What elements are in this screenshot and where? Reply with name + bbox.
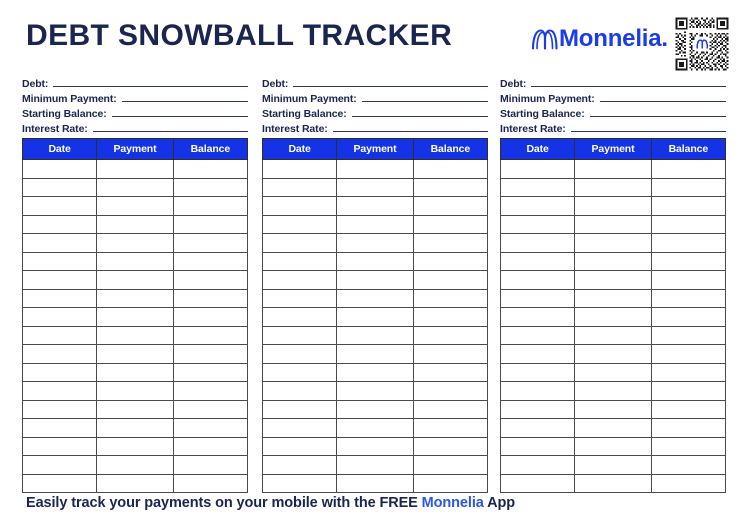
table-cell-balance[interactable] <box>651 289 725 308</box>
table-cell-balance[interactable] <box>651 437 725 456</box>
table-header-row <box>501 139 726 160</box>
table-row <box>501 363 726 382</box>
table-cell-balance[interactable] <box>173 419 247 438</box>
table-cell-date[interactable] <box>501 215 575 234</box>
table-cell-date[interactable] <box>23 400 97 419</box>
table-cell-date[interactable] <box>263 345 337 364</box>
table-row <box>23 178 248 197</box>
table-cell-balance[interactable] <box>651 308 725 327</box>
table-row <box>23 437 248 456</box>
table-cell-payment[interactable] <box>575 197 652 216</box>
table-cell-balance[interactable] <box>413 474 487 493</box>
table-cell-balance[interactable] <box>413 215 487 234</box>
table-cell-date[interactable] <box>263 197 337 216</box>
table-cell-payment[interactable] <box>97 400 174 419</box>
table-cell-payment[interactable] <box>575 160 652 179</box>
table-cell-payment[interactable] <box>97 474 174 493</box>
table-row <box>23 252 248 271</box>
starting-balance-input-1[interactable] <box>112 105 248 117</box>
table-cell-payment[interactable] <box>337 215 414 234</box>
field-label-interest-rate: Interest Rate: <box>262 123 328 135</box>
table-cell-payment[interactable] <box>575 437 652 456</box>
table-row <box>263 345 488 364</box>
table-cell-date[interactable] <box>501 252 575 271</box>
table-cell-payment[interactable] <box>575 456 652 475</box>
table-cell-payment[interactable] <box>97 215 174 234</box>
field-label-minimum-payment: Minimum Payment: <box>262 93 357 105</box>
field-row-minimum-payment <box>22 90 248 104</box>
table-cell-balance[interactable] <box>173 252 247 271</box>
table-cell-payment[interactable] <box>337 363 414 382</box>
table-row <box>23 234 248 253</box>
table-row <box>263 289 488 308</box>
table-cell-date[interactable] <box>23 289 97 308</box>
payment-table-1 <box>22 138 248 493</box>
minimum-payment-input-1[interactable] <box>122 90 248 102</box>
field-row-starting-balance <box>500 105 726 119</box>
table-cell-payment[interactable] <box>337 474 414 493</box>
table-cell-balance[interactable] <box>173 474 247 493</box>
table-row <box>23 419 248 438</box>
table-cell-date[interactable] <box>23 437 97 456</box>
table-cell-date[interactable] <box>23 234 97 253</box>
table-cell-date[interactable] <box>263 160 337 179</box>
table-cell-balance[interactable] <box>173 382 247 401</box>
interest-rate-input-3[interactable] <box>571 120 726 132</box>
table-row <box>23 289 248 308</box>
table-cell-payment[interactable] <box>575 474 652 493</box>
table-cell-balance[interactable] <box>173 197 247 216</box>
table-cell-date[interactable] <box>23 419 97 438</box>
monnelia-m-icon <box>531 28 558 50</box>
table-cell-balance[interactable] <box>413 382 487 401</box>
field-row-interest-rate <box>500 120 726 134</box>
table-cell-payment[interactable] <box>337 345 414 364</box>
table-row <box>263 326 488 345</box>
interest-rate-input-2[interactable] <box>333 120 488 132</box>
table-cell-payment[interactable] <box>97 345 174 364</box>
field-row-starting-balance <box>22 105 248 119</box>
table-cell-balance[interactable] <box>651 234 725 253</box>
debt-input-3[interactable] <box>531 75 726 87</box>
table-cell-balance[interactable] <box>173 308 247 327</box>
table-cell-payment[interactable] <box>97 197 174 216</box>
table-cell-balance[interactable] <box>413 252 487 271</box>
table-cell-date[interactable] <box>23 271 97 290</box>
table-cell-date[interactable] <box>23 382 97 401</box>
column-header-payment: Payment <box>575 139 652 160</box>
table-cell-date[interactable] <box>23 326 97 345</box>
table-cell-balance[interactable] <box>173 437 247 456</box>
table-row <box>501 289 726 308</box>
table-cell-date[interactable] <box>263 400 337 419</box>
payment-table-3 <box>500 138 726 493</box>
table-cell-balance[interactable] <box>173 160 247 179</box>
table-cell-payment[interactable] <box>575 400 652 419</box>
interest-rate-input-1[interactable] <box>93 120 248 132</box>
table-cell-date[interactable] <box>23 252 97 271</box>
table-cell-balance[interactable] <box>413 160 487 179</box>
table-cell-payment[interactable] <box>337 326 414 345</box>
table-cell-balance[interactable] <box>173 400 247 419</box>
table-row <box>23 160 248 179</box>
table-cell-balance[interactable] <box>651 160 725 179</box>
table-cell-balance[interactable] <box>651 178 725 197</box>
table-cell-payment[interactable] <box>97 382 174 401</box>
table-row <box>23 308 248 327</box>
table-row <box>23 197 248 216</box>
column-header-balance: Balance <box>413 139 487 160</box>
table-row <box>23 326 248 345</box>
table-row <box>501 197 726 216</box>
table-row <box>501 400 726 419</box>
table-row <box>263 419 488 438</box>
table-cell-balance[interactable] <box>413 400 487 419</box>
table-row <box>501 271 726 290</box>
minimum-payment-input-2[interactable] <box>362 90 488 102</box>
table-row <box>501 419 726 438</box>
table-cell-balance[interactable] <box>651 456 725 475</box>
debt-info-fields-2 <box>262 72 488 138</box>
debt-column-2 <box>262 72 488 493</box>
table-row <box>23 382 248 401</box>
table-cell-date[interactable] <box>23 197 97 216</box>
table-cell-balance[interactable] <box>651 197 725 216</box>
table-cell-balance[interactable] <box>413 178 487 197</box>
table-cell-date[interactable] <box>501 382 575 401</box>
page-title: DEBT SNOWBALL TRACKER <box>26 19 453 52</box>
table-cell-date[interactable] <box>501 308 575 327</box>
table-cell-payment[interactable] <box>337 308 414 327</box>
minimum-payment-input-3[interactable] <box>600 90 726 102</box>
column-header-date: Date <box>23 139 97 160</box>
field-label-starting-balance: Starting Balance: <box>262 108 347 120</box>
table-cell-date[interactable] <box>23 160 97 179</box>
table-cell-payment[interactable] <box>97 289 174 308</box>
column-header-balance: Balance <box>651 139 725 160</box>
table-cell-date[interactable] <box>501 197 575 216</box>
starting-balance-input-2[interactable] <box>352 105 488 117</box>
debt-info-fields-1 <box>22 72 248 138</box>
table-cell-payment[interactable] <box>575 215 652 234</box>
table-row <box>263 437 488 456</box>
table-cell-payment[interactable] <box>575 345 652 364</box>
table-cell-payment[interactable] <box>97 308 174 327</box>
table-row <box>501 456 726 475</box>
table-cell-payment[interactable] <box>337 252 414 271</box>
table-cell-date[interactable] <box>263 456 337 475</box>
table-cell-payment[interactable] <box>97 326 174 345</box>
table-cell-payment[interactable] <box>337 197 414 216</box>
table-cell-balance[interactable] <box>651 326 725 345</box>
table-cell-date[interactable] <box>23 474 97 493</box>
table-cell-payment[interactable] <box>575 419 652 438</box>
table-header-row <box>23 139 248 160</box>
table-row <box>263 271 488 290</box>
table-cell-payment[interactable] <box>97 456 174 475</box>
debt-input-2[interactable] <box>293 75 488 87</box>
table-cell-balance[interactable] <box>413 345 487 364</box>
table-cell-payment[interactable] <box>337 271 414 290</box>
table-cell-date[interactable] <box>263 363 337 382</box>
table-cell-balance[interactable] <box>173 456 247 475</box>
table-cell-balance[interactable] <box>651 215 725 234</box>
table-cell-balance[interactable] <box>651 345 725 364</box>
table-cell-payment[interactable] <box>97 419 174 438</box>
table-cell-date[interactable] <box>501 326 575 345</box>
table-cell-date[interactable] <box>501 400 575 419</box>
table-cell-date[interactable] <box>263 474 337 493</box>
table-cell-balance[interactable] <box>651 400 725 419</box>
table-row <box>501 308 726 327</box>
table-row <box>501 215 726 234</box>
field-label-interest-rate: Interest Rate: <box>500 123 566 135</box>
table-row <box>501 382 726 401</box>
table-cell-date[interactable] <box>501 345 575 364</box>
debt-input-1[interactable] <box>53 75 248 87</box>
table-cell-payment[interactable] <box>575 178 652 197</box>
table-cell-balance[interactable] <box>173 326 247 345</box>
table-cell-payment[interactable] <box>337 437 414 456</box>
table-cell-date[interactable] <box>501 160 575 179</box>
debt-column-3 <box>500 72 726 493</box>
table-cell-date[interactable] <box>501 363 575 382</box>
table-cell-payment[interactable] <box>97 437 174 456</box>
table-cell-payment[interactable] <box>575 363 652 382</box>
table-row <box>501 326 726 345</box>
table-cell-payment[interactable] <box>97 271 174 290</box>
table-cell-balance[interactable] <box>173 345 247 364</box>
table-row <box>501 178 726 197</box>
starting-balance-input-3[interactable] <box>590 105 726 117</box>
table-row <box>501 160 726 179</box>
qr-code-icon[interactable] <box>674 16 730 72</box>
table-cell-balance[interactable] <box>173 178 247 197</box>
table-row <box>23 271 248 290</box>
table-row <box>263 178 488 197</box>
table-cell-balance[interactable] <box>651 363 725 382</box>
field-label-starting-balance: Starting Balance: <box>500 108 585 120</box>
field-row-debt <box>262 75 488 89</box>
table-cell-payment[interactable] <box>337 382 414 401</box>
table-cell-balance[interactable] <box>173 234 247 253</box>
field-row-debt <box>22 75 248 89</box>
table-row <box>501 345 726 364</box>
debt-column-1 <box>22 72 248 493</box>
field-label-interest-rate: Interest Rate: <box>22 123 88 135</box>
table-cell-date[interactable] <box>263 215 337 234</box>
payment-table-2 <box>262 138 488 493</box>
table-cell-payment[interactable] <box>337 419 414 438</box>
table-cell-payment[interactable] <box>97 363 174 382</box>
table-cell-date[interactable] <box>501 178 575 197</box>
footer-text-before: Easily track your payments on your mobile with the FREE <box>26 495 422 511</box>
field-label-debt: Debt: <box>500 78 527 90</box>
table-row <box>263 160 488 179</box>
table-cell-date[interactable] <box>23 178 97 197</box>
table-row <box>23 456 248 475</box>
field-row-interest-rate <box>22 120 248 134</box>
table-body-1 <box>23 160 248 493</box>
table-cell-date[interactable] <box>501 234 575 253</box>
table-row <box>501 474 726 493</box>
table-cell-balance[interactable] <box>413 271 487 290</box>
table-cell-date[interactable] <box>263 271 337 290</box>
table-row <box>263 363 488 382</box>
column-header-balance: Balance <box>173 139 247 160</box>
brand-name: Monnelia. <box>559 25 668 52</box>
field-label-debt: Debt: <box>262 78 289 90</box>
table-cell-payment[interactable] <box>337 456 414 475</box>
table-cell-balance[interactable] <box>651 252 725 271</box>
table-cell-payment[interactable] <box>575 289 652 308</box>
field-row-starting-balance <box>262 105 488 119</box>
table-cell-balance[interactable] <box>413 326 487 345</box>
table-cell-balance[interactable] <box>651 271 725 290</box>
table-cell-balance[interactable] <box>413 197 487 216</box>
table-cell-date[interactable] <box>501 456 575 475</box>
table-row <box>263 456 488 475</box>
table-cell-balance[interactable] <box>173 215 247 234</box>
field-label-starting-balance: Starting Balance: <box>22 108 107 120</box>
table-cell-date[interactable] <box>263 178 337 197</box>
table-cell-payment[interactable] <box>575 308 652 327</box>
table-cell-payment[interactable] <box>575 326 652 345</box>
table-row <box>501 437 726 456</box>
table-row <box>263 382 488 401</box>
table-cell-date[interactable] <box>23 363 97 382</box>
brand-logo <box>531 24 668 54</box>
field-row-debt <box>500 75 726 89</box>
table-cell-balance[interactable] <box>413 419 487 438</box>
table-cell-payment[interactable] <box>97 178 174 197</box>
table-cell-payment[interactable] <box>337 178 414 197</box>
table-cell-date[interactable] <box>263 308 337 327</box>
table-cell-balance[interactable] <box>413 437 487 456</box>
table-cell-date[interactable] <box>501 474 575 493</box>
table-cell-balance[interactable] <box>413 456 487 475</box>
column-header-payment: Payment <box>97 139 174 160</box>
table-body-2 <box>263 160 488 493</box>
table-row <box>263 474 488 493</box>
table-cell-payment[interactable] <box>575 252 652 271</box>
table-cell-date[interactable] <box>23 345 97 364</box>
table-row <box>263 400 488 419</box>
table-cell-payment[interactable] <box>337 160 414 179</box>
field-row-interest-rate <box>262 120 488 134</box>
table-cell-date[interactable] <box>23 456 97 475</box>
table-cell-payment[interactable] <box>337 400 414 419</box>
table-row <box>263 308 488 327</box>
column-header-payment: Payment <box>337 139 414 160</box>
page-header <box>0 0 750 72</box>
field-row-minimum-payment <box>500 90 726 104</box>
table-cell-balance[interactable] <box>173 363 247 382</box>
table-cell-balance[interactable] <box>413 289 487 308</box>
table-cell-date[interactable] <box>263 252 337 271</box>
table-row <box>23 215 248 234</box>
table-cell-payment[interactable] <box>575 271 652 290</box>
table-row <box>263 252 488 271</box>
table-header-row <box>263 139 488 160</box>
table-cell-payment[interactable] <box>337 289 414 308</box>
field-row-minimum-payment <box>262 90 488 104</box>
table-cell-balance[interactable] <box>651 419 725 438</box>
table-cell-payment[interactable] <box>97 160 174 179</box>
field-label-debt: Debt: <box>22 78 49 90</box>
table-cell-balance[interactable] <box>173 289 247 308</box>
column-header-date: Date <box>263 139 337 160</box>
table-cell-date[interactable] <box>23 215 97 234</box>
table-row <box>23 474 248 493</box>
table-cell-balance[interactable] <box>651 382 725 401</box>
table-row <box>23 345 248 364</box>
table-row <box>23 400 248 419</box>
table-row <box>263 234 488 253</box>
table-row <box>263 197 488 216</box>
table-row <box>501 252 726 271</box>
table-cell-date[interactable] <box>23 308 97 327</box>
table-cell-payment[interactable] <box>575 234 652 253</box>
table-cell-payment[interactable] <box>97 234 174 253</box>
table-cell-payment[interactable] <box>575 382 652 401</box>
footer-brand-link[interactable]: Monnelia <box>421 495 484 511</box>
table-body-3 <box>501 160 726 493</box>
debt-info-fields-3 <box>500 72 726 138</box>
table-row <box>501 234 726 253</box>
field-label-minimum-payment: Minimum Payment: <box>500 93 595 105</box>
table-cell-date[interactable] <box>501 289 575 308</box>
table-row <box>263 215 488 234</box>
table-cell-balance[interactable] <box>413 308 487 327</box>
table-cell-date[interactable] <box>501 271 575 290</box>
table-cell-balance[interactable] <box>651 474 725 493</box>
table-cell-balance[interactable] <box>173 271 247 290</box>
footer-text-after: App <box>483 495 515 511</box>
table-cell-payment[interactable] <box>97 252 174 271</box>
table-cell-date[interactable] <box>263 382 337 401</box>
table-cell-date[interactable] <box>263 437 337 456</box>
table-cell-balance[interactable] <box>413 363 487 382</box>
field-label-minimum-payment: Minimum Payment: <box>22 93 117 105</box>
table-cell-date[interactable] <box>501 419 575 438</box>
column-header-date: Date <box>501 139 575 160</box>
table-cell-date[interactable] <box>263 419 337 438</box>
table-cell-date[interactable] <box>263 234 337 253</box>
table-cell-payment[interactable] <box>337 234 414 253</box>
table-cell-date[interactable] <box>263 289 337 308</box>
table-cell-date[interactable] <box>501 437 575 456</box>
table-row <box>23 363 248 382</box>
table-cell-date[interactable] <box>263 326 337 345</box>
footer-promo <box>26 492 726 516</box>
table-cell-balance[interactable] <box>413 234 487 253</box>
